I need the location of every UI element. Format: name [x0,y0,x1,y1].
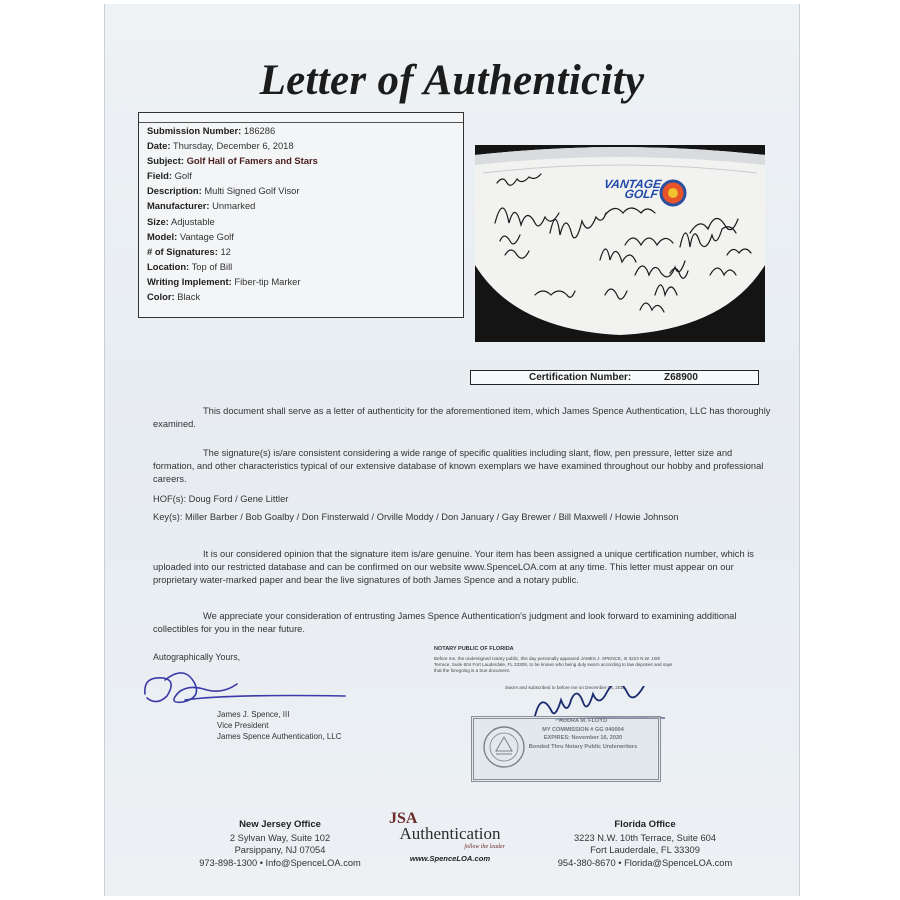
info-label: Location: [147,260,190,272]
certification-label: Certification Number: [529,372,632,383]
jsa-mark: JSA [389,810,418,827]
info-value: Multi Signed Golf Visor [204,185,300,197]
nj-office-contact: 973-898-1300 • Info@SpenceLOA.com [199,857,361,868]
jsa-website: www.SpenceLOA.com [409,854,491,863]
closing-salutation: Autographically Yours, [153,652,241,662]
appreciation-text: We appreciate your consideration of entrusting James Spence Authentication's judgment and look forward to examining additional collectibles for you in the near future. [153,611,737,634]
info-value: 12 [220,245,231,257]
nj-office [185,819,375,869]
info-label: Field: [147,170,172,182]
fl-office-contact: 954-380-8670 • Florida@SpenceLOA.com [557,857,733,868]
info-label: Color: [147,291,175,303]
letter-title: Letter of Authenticity [259,57,645,104]
paragraph-appreciation [153,610,773,636]
info-row-field [139,168,463,183]
info-box-header-strip [139,113,463,123]
info-label: Model: [147,230,178,242]
info-row-submission [139,123,463,138]
info-value: Unmarked [212,200,256,212]
visor-photo [475,145,765,342]
certification-number: Z68900 [664,372,698,383]
info-label: Writing Implement: [147,275,232,287]
info-row-date [139,138,463,153]
info-value: Golf [174,170,192,182]
info-value: 186286 [243,125,276,136]
nj-office-line2: Parsippany, NJ 07054 [234,845,326,855]
certification-box [470,370,759,385]
nj-office-heading: New Jersey Office [239,819,321,830]
notary-stamp-text [523,717,643,751]
notary-seal-icon [482,725,526,769]
fl-office-line2: Fort Lauderdale, FL 33309 [590,845,700,855]
jsa-tagline: follow the leader [464,844,505,850]
opinion-text: It is our considered opinion that the signature item is/are genuine. Your item has been assigned a unique certification number, which is uploaded into our restricted database and can be confirmed on our website www.SpenceLOA.com at any time. This letter must appear on our proprietary water-marked paper and bear the live signatures of both James Spence and a notary public. [153,549,754,585]
notary-sworn-line: Sworn and subscribed to before me on December 06, 2018. [505,685,627,690]
intro-text: This document shall serve as a letter of authenticity for the aforementioned item, which James Spence Authentication, LLC has thoroughly examined. [153,406,771,429]
info-value: Vantage Golf [179,230,234,242]
fl-office-heading: Florida Office [614,819,676,830]
info-value: Golf Hall of Famers and Stars [186,155,318,167]
info-label: Submission Number: [147,125,242,136]
visor-brand-line1: VANTAGE [603,177,663,191]
letter-page [104,4,800,896]
info-row-description [139,183,463,198]
paragraph-opinion [153,548,773,587]
signer-block [217,709,342,742]
notary-heading: NOTARY PUBLIC OF FLORIDA [434,646,514,652]
signer-name: James J. Spence, III [217,710,290,719]
consistency-text: The signature(s) is/are consistent considering a wide range of specific qualities including slant, flow, pen pressure, letter size and formation, and other characteristics typical of our extensive database of known exemplars we have examined throughout our hobby and professional careers. [153,448,764,484]
spence-signature [125,664,355,714]
signer-title: Vice President [217,721,269,730]
info-label: Description: [147,185,202,197]
paragraph-intro [153,405,773,431]
notary-name: AUDRA M. FLOYD [558,718,608,724]
info-label: Manufacturer: [147,200,210,212]
hof-line [153,493,773,506]
info-value: Top of Bill [191,260,233,272]
hof-text: HOF(s): Doug Ford / Gene Littler [153,494,289,504]
signed-visor-image [475,145,765,342]
signer-company: James Spence Authentication, LLC [217,732,342,741]
jsa-wordmark: Authentication [399,824,501,843]
notary-bonded: Bonded Thru Notary Public Underwriters [528,743,638,750]
info-row-location [139,259,463,274]
info-row-model [139,229,463,244]
info-value: Thursday, December 6, 2018 [172,140,294,152]
jsa-logo [385,810,515,863]
info-label: Date: [147,140,171,152]
info-row-signatures [139,244,463,259]
item-info-box [138,112,464,318]
fl-office-line1: 3223 N.W. 10th Terrace, Suite 604 [574,832,716,843]
info-row-color [139,289,463,304]
info-label: # of Signatures: [147,245,218,257]
info-row-subject [139,153,463,168]
info-value: Black [177,291,201,303]
info-row-size [139,214,463,229]
paragraph-consistency [153,447,773,486]
info-row-implement [139,274,463,289]
visor-brand-logo [592,179,673,199]
notary-commission: MY COMMISSION # GG 040004 [542,726,624,733]
info-label: Subject: [147,155,184,167]
notary-statement: Before me, the undersigned notary public, this day personally appeared JAMES J. SPENCE, III 3223 N.W. 10th Terrace, Suite 604 Fort Lauderdale, FL 33309, to be known who being duly sworn according to law deposes and says that the foregoing is a true document. [434,656,673,673]
info-label: Size: [147,215,169,227]
info-value: Fiber-tip Marker [234,275,301,287]
keys-line [153,511,773,524]
nj-office-line1: 2 Sylvan Way, Suite 102 [229,832,331,843]
keys-text: Key(s): Miller Barber / Bob Goalby / Don Finsterwald / Orville Moddy / Don January / Gay Brewer / Bill Maxwell / Howie Johnson [153,512,679,522]
fl-office [535,819,755,869]
info-row-manufacturer [139,198,463,213]
notary-expiry: EXPIRES: November 16, 2020 [543,735,623,741]
info-value: Adjustable [170,215,215,227]
visor-brand-line2: GOLF [623,187,659,201]
